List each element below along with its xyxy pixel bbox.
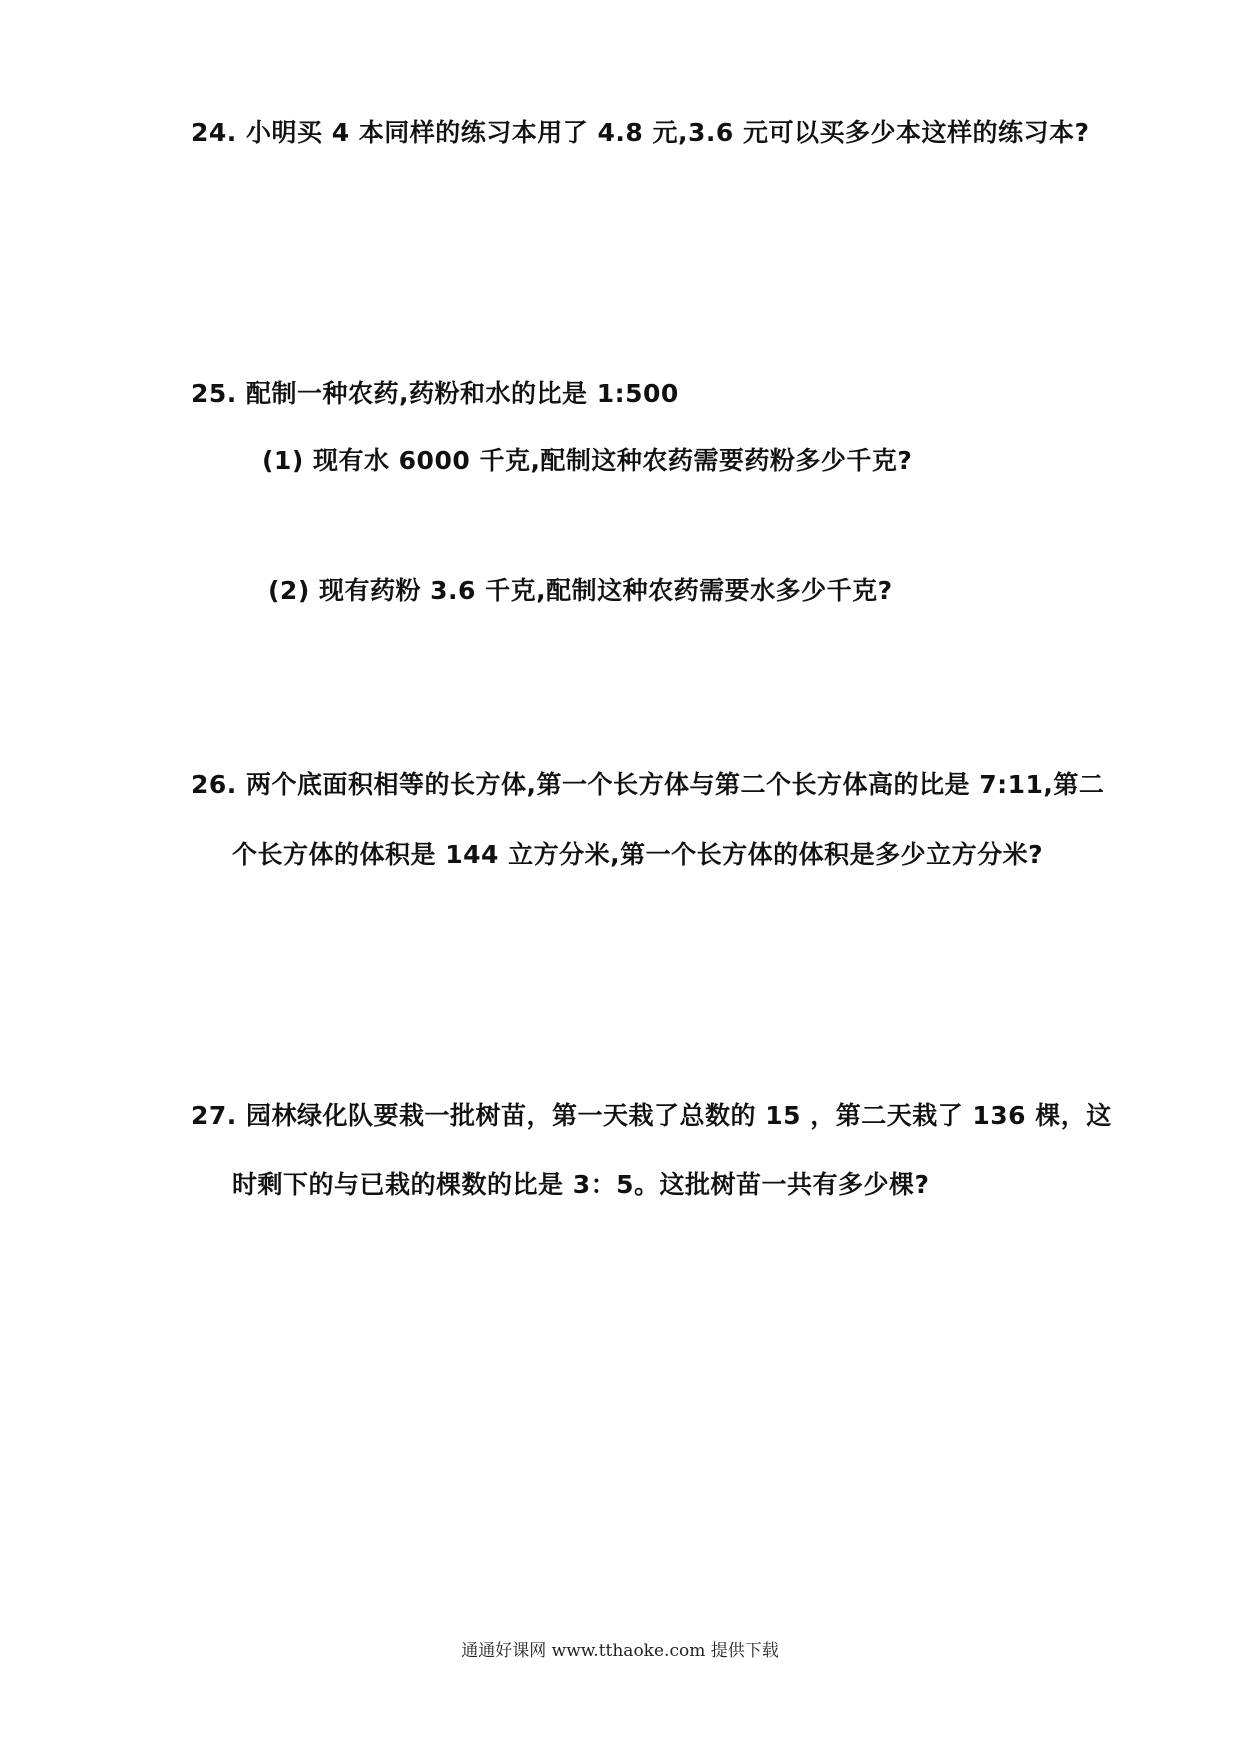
question-24: 24. 小明买 4 本同样的练习本用了 4.8 元,3.6 元可以买多少本这样的练习本? [191,118,1090,147]
question-27-line-1: 27. 园林绿化队要栽一批树苗，第一天栽了总数的 15 ，第二天栽了 136 棵，这 [191,1101,1112,1130]
question-26-line-2: 个长方体的体积是 144 立方分米,第一个长方体的体积是多少立方分米? [232,840,1044,869]
question-25-part-2: (2) 现有药粉 3.6 千克,配制这种农药需要水多少千克? [268,576,893,605]
question-27-line-2: 时剩下的与已栽的棵数的比是 3：5。这批树苗一共有多少棵? [232,1170,930,1199]
question-25-part-1: (1) 现有水 6000 千克,配制这种农药需要药粉多少千克? [262,446,913,475]
question-26-line-1: 26. 两个底面积相等的长方体,第一个长方体与第二个长方体高的比是 7:11,第二 [191,770,1105,799]
question-25: 25. 配制一种农药,药粉和水的比是 1:500 [191,379,679,408]
page-footer: 通通好课网 www.tthaoke.com 提供下载 [461,1641,779,1661]
